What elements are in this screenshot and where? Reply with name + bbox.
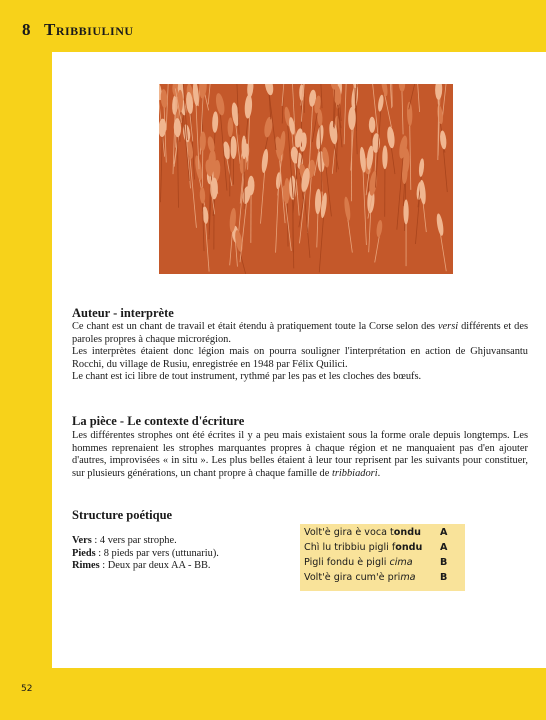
chapter-number: 8	[22, 20, 31, 39]
auteur-paragraph-3: Le chant est ici libre de tout instrument, rythmé par les pas et les cloches des bœufs.	[72, 371, 422, 383]
piece-text	[72, 430, 528, 480]
verse-example-box	[300, 524, 465, 591]
verse-line-4: Volt'è gira cum'è prima B	[304, 572, 448, 583]
piece-paragraph-1: Les différentes strophes ont été écrites il y a peu mais existaient sous la forme orale depuis longtemps. Les hommes reprenaient les strophes marquantes propres à chaque région et ne manquaient pas d'en ajouter d'autres, improvisées « in situ ». Les plus belles étaient à leur tour reprisent par les suivants pour constituer, sur plusieurs générations, un chant propre à chaque famille de tribbiadori.	[72, 430, 528, 479]
rhyme-letter: B	[440, 572, 448, 583]
structure-pieds: Pieds : 8 pieds par vers (uttunariu).	[72, 547, 219, 559]
auteur-text	[72, 321, 528, 384]
chapter-title: Tribbiulinu	[44, 20, 134, 39]
wheat-field-photo	[159, 84, 453, 274]
page-number: 52	[21, 684, 33, 694]
wheat-field-image	[159, 84, 453, 274]
rhyme-letter: A	[440, 542, 448, 553]
piece-heading: La pièce - Le contexte d'écriture	[72, 414, 245, 428]
page-header	[0, 0, 546, 52]
structure-heading: Structure poétique	[72, 508, 173, 522]
rhyme-letter: B	[440, 557, 448, 568]
verse-line-1: Volt'è gira è voca tondu A	[304, 527, 448, 538]
structure-rimes: Rimes : Deux par deux AA - BB.	[72, 560, 211, 572]
auteur-paragraph-1: Ce chant est un chant de travail et était étendu à pratiquement toute la Corse selon des versi différents et des paroles propres à chaque microrégion.	[72, 321, 528, 345]
structure-list	[72, 535, 219, 573]
auteur-paragraph-2: Les interprètes étaient donc légion mais on pourra souligner l'interprétation en action de Ghjuvansantu Rocchi, du village de Rusiu, enregistrée en 1948 par Félix Quilici.	[72, 346, 528, 370]
rhyme-letter: A	[440, 527, 448, 538]
auteur-heading: Auteur - interprète	[72, 306, 174, 320]
verse-line-2: Chì lu tribbiu pigli fondu A	[304, 542, 448, 553]
structure-vers: Vers : 4 vers par strophe.	[72, 535, 177, 546]
verse-line-3: Pigli fondu è pigli cima B	[304, 557, 448, 568]
